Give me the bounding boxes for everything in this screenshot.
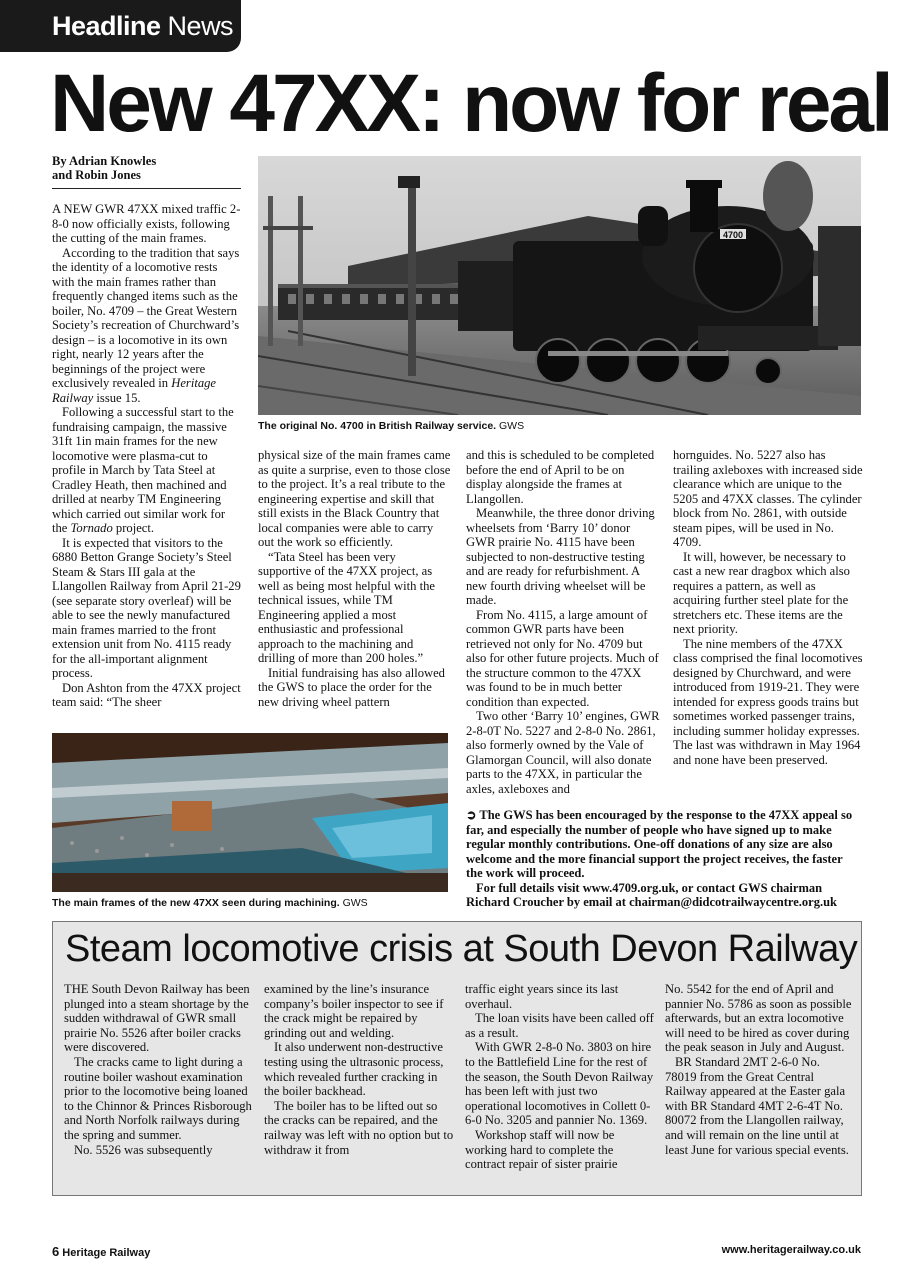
paragraph: “Tata Steel has been very supportive of the 47XX project, as well as being most helpful with the technical issues, while TM Engineering applied a most enthusiastic and professional approach to the machining and drilling of more than 200 holes.”	[258, 549, 435, 665]
smokebox-number-plate: 4700	[722, 230, 744, 240]
project-name: Tornado	[70, 521, 113, 535]
paragraph	[52, 246, 242, 406]
paragraph: BR Standard 2MT 2-6-0 No. 78019 from the Great Central Railway appeared at the Easter gala with BR Standard 4MT 2-6-4T No. 80072 from the Llangollen railway, and will remain on the line until at least June for various special events.	[665, 1054, 849, 1157]
page-number: 6	[52, 1244, 60, 1259]
contact-details: For full details visit www.4709.org.uk, or contact GWS chairman Richard Croucher by email at chairman@didcotrailwaycentre.org.uk	[466, 880, 837, 909]
magazine-name: Heritage Railway	[59, 1247, 151, 1259]
sidebar-column-2	[264, 982, 454, 1157]
paragraph: No. 5526 was subsequently	[74, 1142, 213, 1157]
paragraph: hornguides. No. 5227 also has trailing axleboxes with increased side clearance which are unique to the 5205 and 47XX classes. The cylinder block from No. 2861, with outside steam pipes, will be used in No. 4709.	[673, 448, 863, 549]
paragraph: Two other ‘Barry 10’ engines, GWR 2-8-0T No. 5227 and 2-8-0 No. 2861, also formerly owned by the Vale of Glamorgan Council, will also donate parts to the 47XX, in particular the axles, axleboxes and	[466, 709, 660, 796]
headline: New 47XX: now for real	[50, 58, 891, 149]
sidebar-column-4	[665, 982, 853, 1157]
locomotive-photo	[258, 156, 861, 415]
paragraph: Initial fundraising has also allowed the GWS to place the order for the new driving wheel pattern	[258, 665, 445, 709]
section-label	[52, 11, 233, 42]
photo-caption-2	[52, 897, 368, 910]
section-label-bold: Headline	[52, 11, 161, 41]
text-run: Following a successful start to the fundraising campaign, the massive 31ft 1in main frames for the new locomotive were plasma-cut to profile in March by Tata Steel at Cradley Heath, then machined and drilled at nearby TM Engineering which carried out similar work for the	[52, 405, 234, 535]
article-column-4	[673, 448, 863, 767]
paragraph: Meanwhile, the three donor driving wheelsets from ‘Barry 10’ donor GWR prairie No. 4115 have been subjected to non-destructive testing and are ready for refurbishment. A new fourth driving wheelset will be made.	[466, 506, 655, 607]
paragraph: The nine members of the 47XX class comprised the final locomotives designed by Churchward, and were introduced from 1919-21. They were intended for express goods trains but sometimes worked passenger trains, including summer holiday expresses. The last was withdrawn in May 1964 and none have been preserved.	[673, 636, 863, 767]
paragraph: It will, however, be necessary to cast a new rear dragbox which also requires a pattern, as well as acquiring further steel plate for the stretchers etc. These items are the next priority.	[673, 549, 850, 636]
caption-text: The main frames of the new 47XX seen during machining.	[52, 897, 340, 909]
article-column-1	[52, 202, 242, 710]
caption-text: The original No. 4700 in British Railway service.	[258, 420, 497, 432]
website-url[interactable]: www.heritagerailway.co.uk	[721, 1244, 861, 1256]
paragraph: From No. 4115, a large amount of common GWR parts have been retrieved not only for No. 4709 but also for other future projects. Much of the structure common to the 47XX was found to be in much better condition than expected.	[466, 607, 659, 709]
arrow-icon: ➲	[466, 808, 477, 822]
paragraph: and this is scheduled to be completed before the end of April to be on display alongside the frames at Llangollen.	[466, 448, 655, 506]
paragraph: Workshop staff will now be working hard to complete the contract repair of sister prairie	[465, 1127, 618, 1172]
sidebar-story-title: Steam locomotive crisis at South Devon Railway	[65, 928, 858, 970]
paragraph: With GWR 2-8-0 No. 3803 on hire to the Battlefield Line for the rest of the season, the South Devon Railway has been left with just two operational locomotives in Collett 0-6-0 No. 3205 and pannier No. 1369.	[465, 1040, 654, 1128]
section-tab	[0, 0, 241, 52]
paragraph: The boiler has to be lifted out so the cracks can be repaired, and the railway was left with no option but to withdraw it from	[264, 1098, 454, 1157]
paragraph: Don Ashton from the 47XX project team said: “The sheer	[52, 680, 241, 709]
appeal-paragraph	[466, 808, 861, 881]
paragraph: It also underwent non-destructive testing using the ultrasonic process, which revealed further cracking in the boiler backhead.	[264, 1040, 444, 1099]
paragraph: The loan visits have been called off as a result.	[465, 1011, 654, 1040]
text-run: issue 15.	[93, 390, 141, 405]
article-column-3	[466, 448, 661, 796]
paragraph: examined by the line’s insurance company’s boiler inspector to see if the crack might be repaired by grinding out and welding.	[264, 982, 444, 1040]
byline-line2: and Robin Jones	[52, 168, 141, 182]
appeal-text: The GWS has been encouraged by the response to the 47XX appeal so far, and especially the number of people who have signed up to make regular monthly contributions. One-off donations of any size are also welcome and the more financial support the project receives, the faster the work will proceed.	[466, 808, 853, 880]
photo-credit: GWS	[339, 897, 368, 909]
main-frames-illustration	[52, 733, 448, 892]
paragraph: traffic eight years since its last overhaul.	[465, 982, 619, 1011]
byline-line1: By Adrian Knowles	[52, 154, 157, 168]
paragraph: A NEW GWR 47XX mixed traffic 2-8-0 now officially exists, following the cutting of the main frames.	[52, 202, 241, 245]
main-frames-photo	[52, 733, 448, 892]
sidebar-story-box	[52, 921, 862, 1196]
page-footer-left	[52, 1244, 150, 1259]
appeal-note	[466, 808, 861, 910]
sidebar-column-3	[465, 982, 655, 1172]
section-label-light: News	[160, 11, 234, 41]
photo-credit: GWS	[496, 420, 525, 432]
text-run: According to the tradition that says the identity of a locomotive rests with the main frames rather than frequently changed items such as the boiler, No. 4709 – the Great Western Society’s recreation of Churchward’s design – is a locomotive in its own right, nearly 12 years after the beginnings of the project were exclusively revealed in	[52, 245, 240, 390]
paragraph: It is expected that visitors to the 6880 Betton Grange Society’s Steel Steam & Stars III gala at the Llangollen Railway from April 21-29 (see separate story overleaf) will be able to see the newly manufactured main frames married to the front extension unit from No. 4115 ready for the all-important alignment process.	[52, 535, 241, 680]
locomotive-illustration	[258, 156, 861, 415]
sidebar-column-1	[64, 982, 254, 1157]
paragraph	[52, 405, 242, 536]
paragraph: The cracks came to light during a routine boiler washout examination prior to the locomotive being loaned to the Chinnor & Princes Risborough and North Norfolk railways during the spring and summer.	[64, 1054, 252, 1142]
byline	[52, 154, 241, 189]
article-column-2	[258, 448, 451, 709]
photo-caption-1	[258, 420, 524, 433]
text-run: project.	[112, 521, 155, 535]
paragraph: THE South Devon Railway has been plunged into a steam shortage by the sudden withdrawal of GWR small prairie No. 5526 after boiler cracks were discovered.	[64, 982, 250, 1055]
paragraph: physical size of the main frames came as quite a surprise, even to those close to the project. It’s a real tribute to the engineering expertise and skill that still exists in the Black Country that local companies were able to carry out the work so efficiently.	[258, 448, 451, 549]
publication-title: Heritage Railway	[52, 376, 217, 405]
paragraph: No. 5542 for the end of April and pannier No. 5786 as soon as possible afterwards, but an extra locomotive will need to be hired as cover during the peak season in July and August.	[665, 982, 852, 1055]
